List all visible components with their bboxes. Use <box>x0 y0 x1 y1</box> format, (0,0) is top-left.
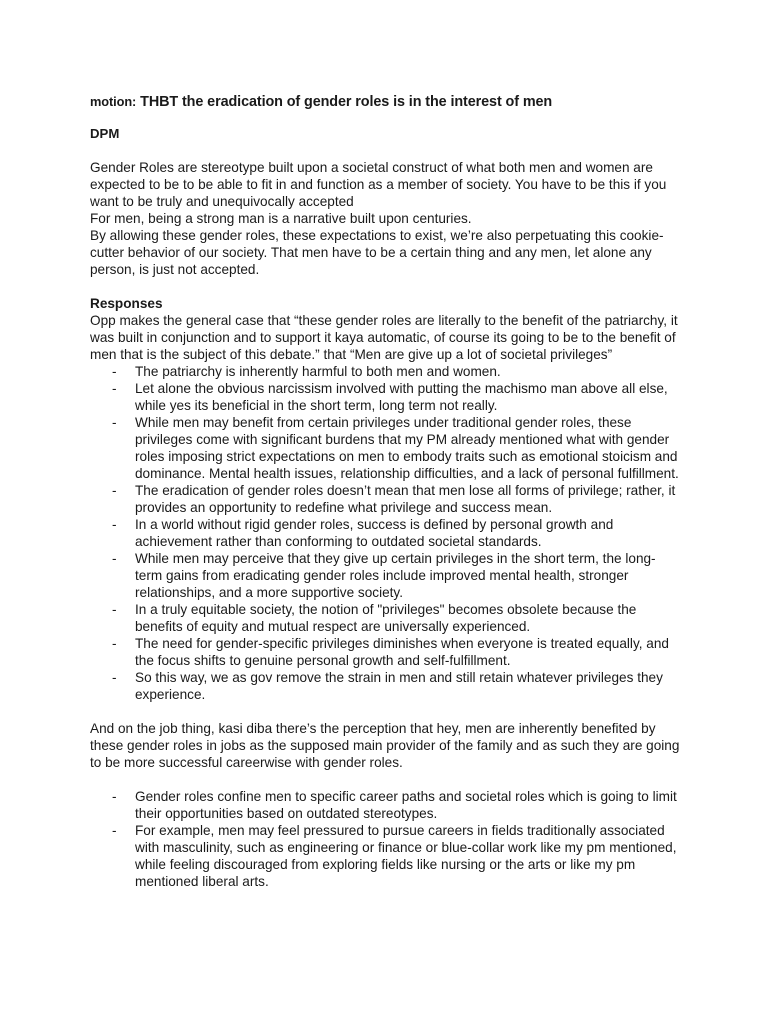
bullet-dash: - <box>112 381 117 396</box>
list-item-text: For example, men may feel pressured to pursue careers in fields traditionally associated with masculinity, such as engineering or finance or blue-collar work like my pm mentioned, while feeling discouraged from exploring fields like nursing or the arts or like my pm mentioned liberal arts. <box>135 823 677 889</box>
list-item <box>90 788 682 822</box>
spacer <box>90 278 682 295</box>
opp-case-paragraph: Opp makes the general case that “these gender roles are literally to the benefit of the patriarchy, it was built in conjunction and to support it kaya automatic, of course its going to be to the benefit of men that is the subject of this debate.” that “Men are give up a lot of societal privileges” <box>90 313 678 362</box>
list-item-text: While men may perceive that they give up certain privileges in the short term, the long-term gains from eradicating gender roles include improved mental health, stronger relationships, and a more supportive society. <box>135 551 656 600</box>
list-item <box>90 635 682 669</box>
intro-paragraph-2: For men, being a strong man is a narrative built upon centuries. <box>90 211 472 226</box>
list-item-text: Let alone the obvious narcissism involved with putting the machismo man above all else, while yes its beneficial in the short term, long term not really. <box>135 381 668 413</box>
list-item <box>90 380 682 414</box>
list-item-text: While men may benefit from certain privileges under traditional gender roles, these privileges come with significant burdens that my PM already mentioned what with gender roles imposing strict expectations on men to embody traits such as emotional stoicism and dominance. Mental health issues, relationship difficulties, and a lack of personal fulfillment. <box>135 415 679 481</box>
bullet-dash: - <box>112 551 117 566</box>
list-item <box>90 363 682 380</box>
list-item <box>90 601 682 635</box>
bullet-dash: - <box>112 602 117 617</box>
bullet-dash: - <box>112 517 117 532</box>
bullet-dash: - <box>112 415 117 430</box>
list-item <box>90 550 682 601</box>
list-item <box>90 516 682 550</box>
bullet-dash: - <box>112 483 117 498</box>
list-item <box>90 669 682 703</box>
spacer <box>90 703 682 720</box>
bullet-dash: - <box>112 364 117 379</box>
list-item-text: Gender roles confine men to specific career paths and societal roles which is going to limit their opportunities based on outdated stereotypes. <box>135 789 677 821</box>
intro-paragraph-3: By allowing these gender roles, these expectations to exist, we’re also perpetuating this cookie-cutter behavior of our society. That men have to be a certain thing and any men, let alone any person, is just not accepted. <box>90 228 664 277</box>
intro-paragraph-1: Gender Roles are stereotype built upon a societal construct of what both men and women are expected to be to be able to fit in and function as a member of society. You have to be this if you want to be truly and unequivocally accepted <box>90 160 667 209</box>
job-list <box>90 788 682 890</box>
list-item-text: So this way, we as gov remove the strain in men and still retain whatever privileges they experience. <box>135 670 663 702</box>
list-item-text: The patriarchy is inherently harmful to both men and women. <box>135 364 501 379</box>
bullet-dash: - <box>112 823 117 838</box>
document-content <box>90 92 682 890</box>
motion-label: motion: <box>90 94 137 109</box>
list-item <box>90 482 682 516</box>
responses-heading: Responses <box>90 296 163 311</box>
bullet-dash: - <box>112 670 117 685</box>
list-item-text: The eradication of gender roles doesn’t mean that men lose all forms of privilege; rather, it provides an opportunity to redefine what privilege and success mean. <box>135 483 676 515</box>
speaker-heading: DPM <box>90 126 120 141</box>
list-item <box>90 822 682 890</box>
responses-list <box>90 363 682 703</box>
bullet-dash: - <box>112 789 117 804</box>
list-item <box>90 414 682 482</box>
job-paragraph: And on the job thing, kasi diba there’s the perception that hey, men are inherently benefited by these gender roles in jobs as the supposed main provider of the family and as such they are going to be more successful careerwise with gender roles. <box>90 721 680 770</box>
motion-text: THBT the eradication of gender roles is in the interest of men <box>140 94 553 110</box>
list-item-text: In a truly equitable society, the notion of "privileges" becomes obsolete because the benefits of equity and mutual respect are universally experienced. <box>135 602 637 634</box>
motion-title <box>90 92 682 112</box>
bullet-dash: - <box>112 636 117 651</box>
spacer <box>90 771 682 788</box>
list-item-text: In a world without rigid gender roles, success is defined by personal growth and achievement rather than conforming to outdated societal standards. <box>135 517 614 549</box>
list-item-text: The need for gender-specific privileges diminishes when everyone is treated equally, and the focus shifts to genuine personal growth and self-fulfillment. <box>135 636 669 668</box>
